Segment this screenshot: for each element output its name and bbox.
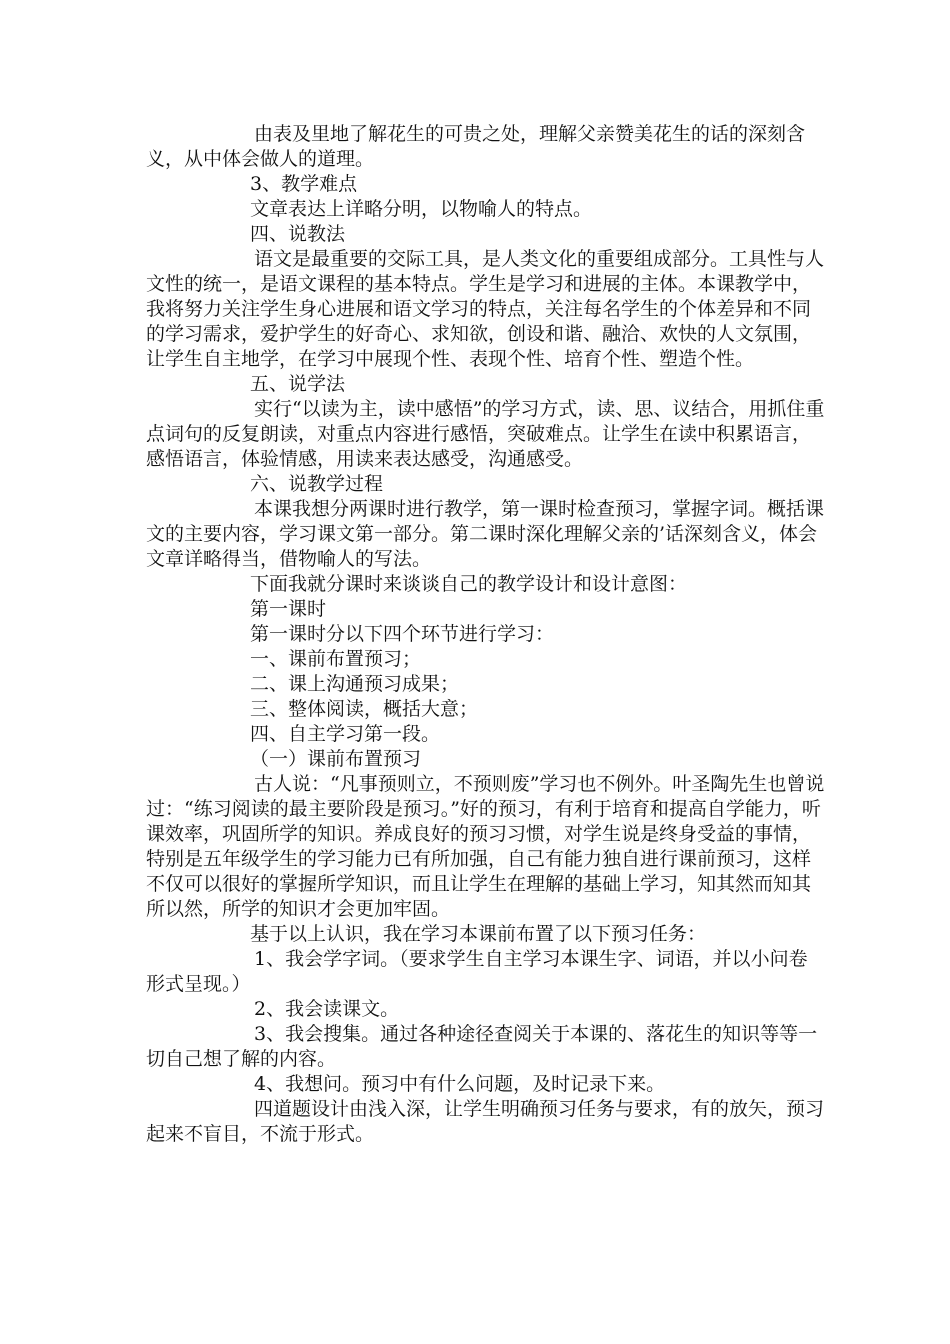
- heading-first-lesson: 第一课时: [250, 598, 327, 620]
- paragraph-ancient-saying: 古人说：“凡事预则立，不预则废”学习也不例外。叶圣陶先生也曾说过：“练习阅读的最主要阶段是预习。”好的预习，有利于培育和提高自学能力，听课效率，巩固所学的知识。养成良好的预习习惯，对学生说是终身受益的事情，特别是五年级学生的学习能力已有所加强，自己有能力独自进行课前预习，这样不仅可以很好的掌握所学知识，而且让学生在理解的基础上学习，知其然而知其所以然，所学的知识才会更加牢固。: [146, 773, 825, 920]
- list-item-task-3: 3、我会搜集。通过各种途径查阅关于本课的、落花生的知识等等一切自己想了解的内容。: [146, 1023, 818, 1070]
- heading-teaching-process: 六、说教学过程: [250, 473, 384, 495]
- list-item-task-1: 1、我会学字词。（要求学生自主学习本课生字、词语，并以小问卷形式呈现。）: [146, 948, 808, 995]
- paragraph-teaching-process: 本课我想分两课时进行教学，第一课时检查预习，掌握字词。概括课文的主要内容，学习课文第一部分。第二课时深化理解父亲的’话深刻含义，体会文章详略得当，借物喻人的写法。: [146, 498, 825, 570]
- list-item-step-1: 一、课前布置预习；: [250, 648, 422, 670]
- list-item-step-4: 四、自主学习第一段。: [250, 723, 441, 745]
- heading-teaching-difficulty: 3、教学难点: [250, 173, 358, 195]
- paragraph-four-steps: 第一课时分以下四个环节进行学习：: [250, 623, 555, 645]
- paragraph-task-design: 四道题设计由浅入深，让学生明确预习任务与要求，有的放矢，预习起来不盲目，不流于形式。: [146, 1098, 825, 1145]
- list-item-step-3: 三、整体阅读，概括大意；: [250, 698, 479, 720]
- paragraph-difficulty: 文章表达上详略分明，以物喻人的特点。: [250, 198, 593, 220]
- document-body: [146, 122, 826, 1147]
- paragraph-tasks-intro: 基于以上认识，我在学习本课前布置了以下预习任务：: [250, 923, 707, 945]
- heading-teaching-method: 四、说教法: [250, 223, 346, 245]
- paragraph-learning-method: 实行“以读为主，读中感悟”的学习方式，读、思、议结合，用抓住重点词句的反复朗读，对重点内容进行感悟，突破难点。让学生在读中积累语言，感悟语言，体验情感，用读来表达感受，沟通感受。: [146, 398, 825, 470]
- paragraph-goal: 由表及里地了解花生的可贵之处，理解父亲赞美花生的话的深刻含义，从中体会做人的道理。: [146, 123, 806, 170]
- paragraph-intro-design: 下面我就分课时来谈谈自己的教学设计和设计意图：: [250, 573, 688, 595]
- list-item-task-4: 4、我想问。预习中有什么问题，及时记录下来。: [254, 1073, 666, 1095]
- paragraph-teaching-method: 语文是最重要的交际工具，是人类文化的重要组成部分。工具性与人文性的统一，是语文课程的基本特点。学生是学习和进展的主体。本课教学中，我将努力关注学生身心进展和语文学习的特点，关注每名学生的个体差异和不同的学习需求，爱护学生的好奇心、求知欲，创设和谐、融洽、欢快的人文氛围，让学生自主地学，在学习中展现个性、表现个性、培育个性、塑造个性。: [146, 248, 825, 370]
- list-item-task-2: 2、我会读课文。: [254, 998, 400, 1020]
- heading-preview-assignment: （一）课前布置预习: [250, 748, 422, 770]
- heading-learning-method: 五、说学法: [250, 373, 346, 395]
- list-item-step-2: 二、课上沟通预习成果；: [250, 673, 460, 695]
